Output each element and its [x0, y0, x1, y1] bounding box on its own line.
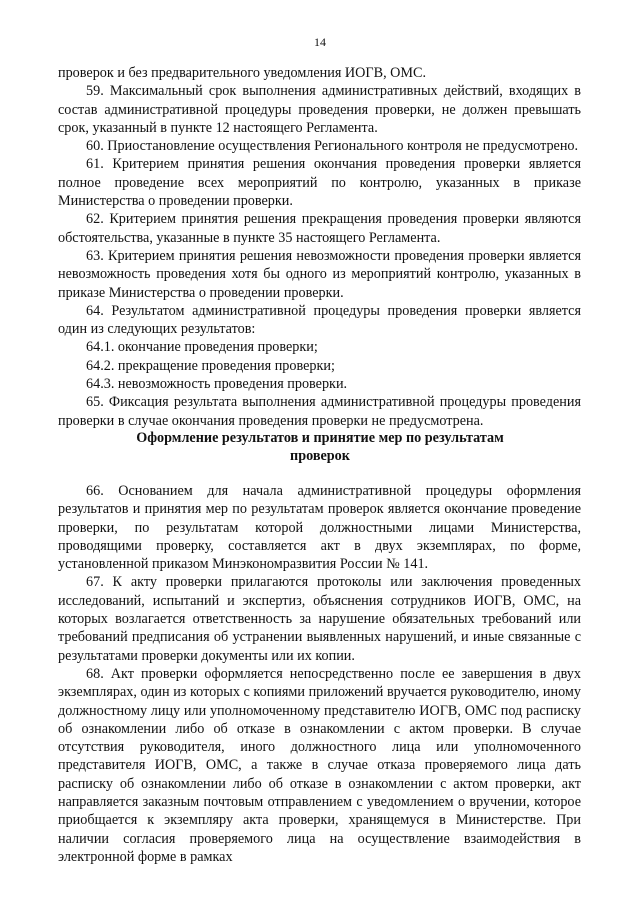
section-heading-line-2: проверок — [290, 448, 350, 465]
paragraph-61: 61. Критерием принятия решения окончания проведения проверки является полное проведение всех мероприятий по контролю, указанных в приказе Министерства о проведении проверки. — [58, 156, 581, 210]
paragraph-59: 59. Максимальный срок выполнения административных действий, входящих в состав административной процедуры проведения проверки, не должен превышать срок, указанный в пункте 12 настоящего Регламента. — [58, 83, 581, 136]
section-heading-line-1: Оформление результатов и принятие мер по результатам — [136, 430, 504, 446]
page-number: 14 — [314, 35, 326, 49]
paragraph-64-3: 64.3. невозможность проведения проверки. — [86, 376, 348, 393]
paragraph-66: 66. Основанием для начала административной процедуры оформления результатов и принятия мер по результатам проверок является окончание проведение проверки, по результатам которой должностными лицами Министерства, проводящими проверку, составляется акт в двух экземплярах, по форме, установленной приказом Минэкономразвития России № 141. — [58, 483, 581, 573]
paragraph-64-1: 64.1. окончание проведения проверки; — [86, 339, 318, 356]
paragraph-60: 60. Приостановление осуществления Регионального контроля не предусмотрено. — [86, 138, 579, 155]
body-text-top — [58, 64, 581, 430]
paragraph: проверок и без предварительного уведомления ИОГВ, ОМС. — [58, 65, 427, 81]
paragraph-63: 63. Критерием принятия решения невозможности проведения проверки является невозможность проведения хотя бы одного из мероприятий контролю, указанных в приказе Министерства о проведении проверки. — [58, 247, 581, 301]
paragraph-65: 65. Фиксация результата выполнения административной процедуры проведения проверки в случае окончания проведения проверки не предусмотрена. — [58, 394, 581, 429]
paragraph-68: 68. Акт проверки оформляется непосредственно после ее завершения в двух экземплярах, один из которых с копиями приложений вручается руководителю, иному должностному лицу или уполномоченному представителю ИОГВ, ОМС под расписку об ознакомлении либо об отказе в ознакомлении с актом проверки. В случае отсутствия руководителя, иного должностного лица или уполномоченного представителя ИОГВ, ОМС, а также в случае отказа проверяемого лица дать расписку об ознакомлении либо об отказе в ознакомлении с актом проверки, акт направляется заказным почтовым отправлением с уведомлением о вручении, которое приобщается к экземпляру акта проверки, хранящемуся в Министерстве. При наличии согласия проверяемого лица на осуществление взаимодействия в электронной форме в рамках — [58, 665, 581, 865]
paragraph-64: 64. Результатом административной процедуры проведения проверки является один из следующих результатов: — [58, 302, 581, 338]
paragraph-64-2: 64.2. прекращение проведения проверки; — [86, 357, 335, 374]
paragraph-62: 62. Критерием принятия решения прекращения проведения проверки являются обстоятельства, указанные в пункте 35 настоящего Регламента. — [58, 211, 581, 246]
section-heading — [0, 429, 640, 466]
paragraph-67: 67. К акту проверки прилагаются протоколы или заключения проведенных исследований, испытаний и экспертиз, объяснения сотрудников ИОГВ, ОМС, на которых возлагается ответственность за нарушение обязательных требований или требований предписания об устранении выявленных нарушений, и иные связанные с результатами проверки документы или их копии. — [58, 574, 581, 664]
body-text-bottom — [58, 482, 581, 866]
